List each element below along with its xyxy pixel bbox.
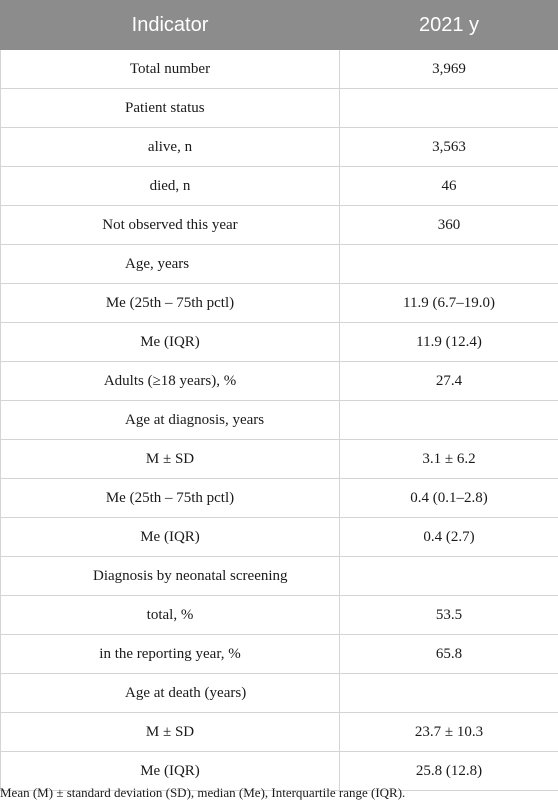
table-row [1, 167, 558, 206]
row-value: 3.1 ± 6.2 [340, 440, 558, 479]
header-indicator: Indicator [1, 1, 340, 50]
table-row [1, 440, 558, 479]
row-value: 25.8 (12.8) [340, 752, 558, 791]
table-row [1, 596, 558, 635]
row-value [340, 401, 558, 440]
table-row [1, 401, 558, 440]
table-row [1, 128, 558, 167]
row-label: died, n [1, 167, 340, 206]
row-label: Me (IQR) [1, 752, 340, 791]
table-row [1, 50, 558, 89]
row-label: Age at diagnosis, years [1, 401, 340, 440]
row-value: 11.9 (6.7–19.0) [340, 284, 558, 323]
table-row [1, 362, 558, 401]
table-footnote: Mean (M) ± standard deviation (SD), median (Me), Interquartile range (IQR). [0, 785, 406, 800]
table-row [1, 284, 558, 323]
row-label: Me (25th – 75th pctl) [1, 284, 340, 323]
row-value: 3,563 [340, 128, 558, 167]
row-label: total, % [1, 596, 340, 635]
row-value: 360 [340, 206, 558, 245]
row-value: 11.9 (12.4) [340, 323, 558, 362]
table-row [1, 713, 558, 752]
row-label: Me (IQR) [1, 518, 340, 557]
row-label: Total number [1, 50, 340, 89]
row-label: Age at death (years) [1, 674, 340, 713]
row-value: 0.4 (0.1–2.8) [340, 479, 558, 518]
row-label: Patient status [1, 89, 340, 128]
table-row [1, 518, 558, 557]
row-value [340, 89, 558, 128]
row-label: Not observed this year [1, 206, 340, 245]
table-row [1, 323, 558, 362]
row-value: 46 [340, 167, 558, 206]
row-label: alive, n [1, 128, 340, 167]
row-value [340, 245, 558, 284]
row-value: 27.4 [340, 362, 558, 401]
row-label: Me (IQR) [1, 323, 340, 362]
row-value [340, 557, 558, 596]
header-year: 2021 y [340, 1, 558, 50]
table-row [1, 245, 558, 284]
row-value: 53.5 [340, 596, 558, 635]
row-label: Me (25th – 75th pctl) [1, 479, 340, 518]
row-value [340, 674, 558, 713]
table-header [1, 1, 558, 50]
row-label: Adults (≥18 years), % [1, 362, 340, 401]
row-value: 65.8 [340, 635, 558, 674]
row-label: M ± SD [1, 440, 340, 479]
row-value: 0.4 (2.7) [340, 518, 558, 557]
table-row [1, 557, 558, 596]
header-row [1, 1, 558, 50]
row-value: 23.7 ± 10.3 [340, 713, 558, 752]
row-label: Diagnosis by neonatal screening [1, 557, 340, 596]
row-label: in the reporting year, % [1, 635, 340, 674]
row-value: 3,969 [340, 50, 558, 89]
row-label: Age, years [1, 245, 340, 284]
table-row [1, 674, 558, 713]
table-row [1, 479, 558, 518]
row-label: M ± SD [1, 713, 340, 752]
table-row [1, 206, 558, 245]
table-row [1, 635, 558, 674]
table-body [1, 50, 558, 791]
table-row [1, 89, 558, 128]
